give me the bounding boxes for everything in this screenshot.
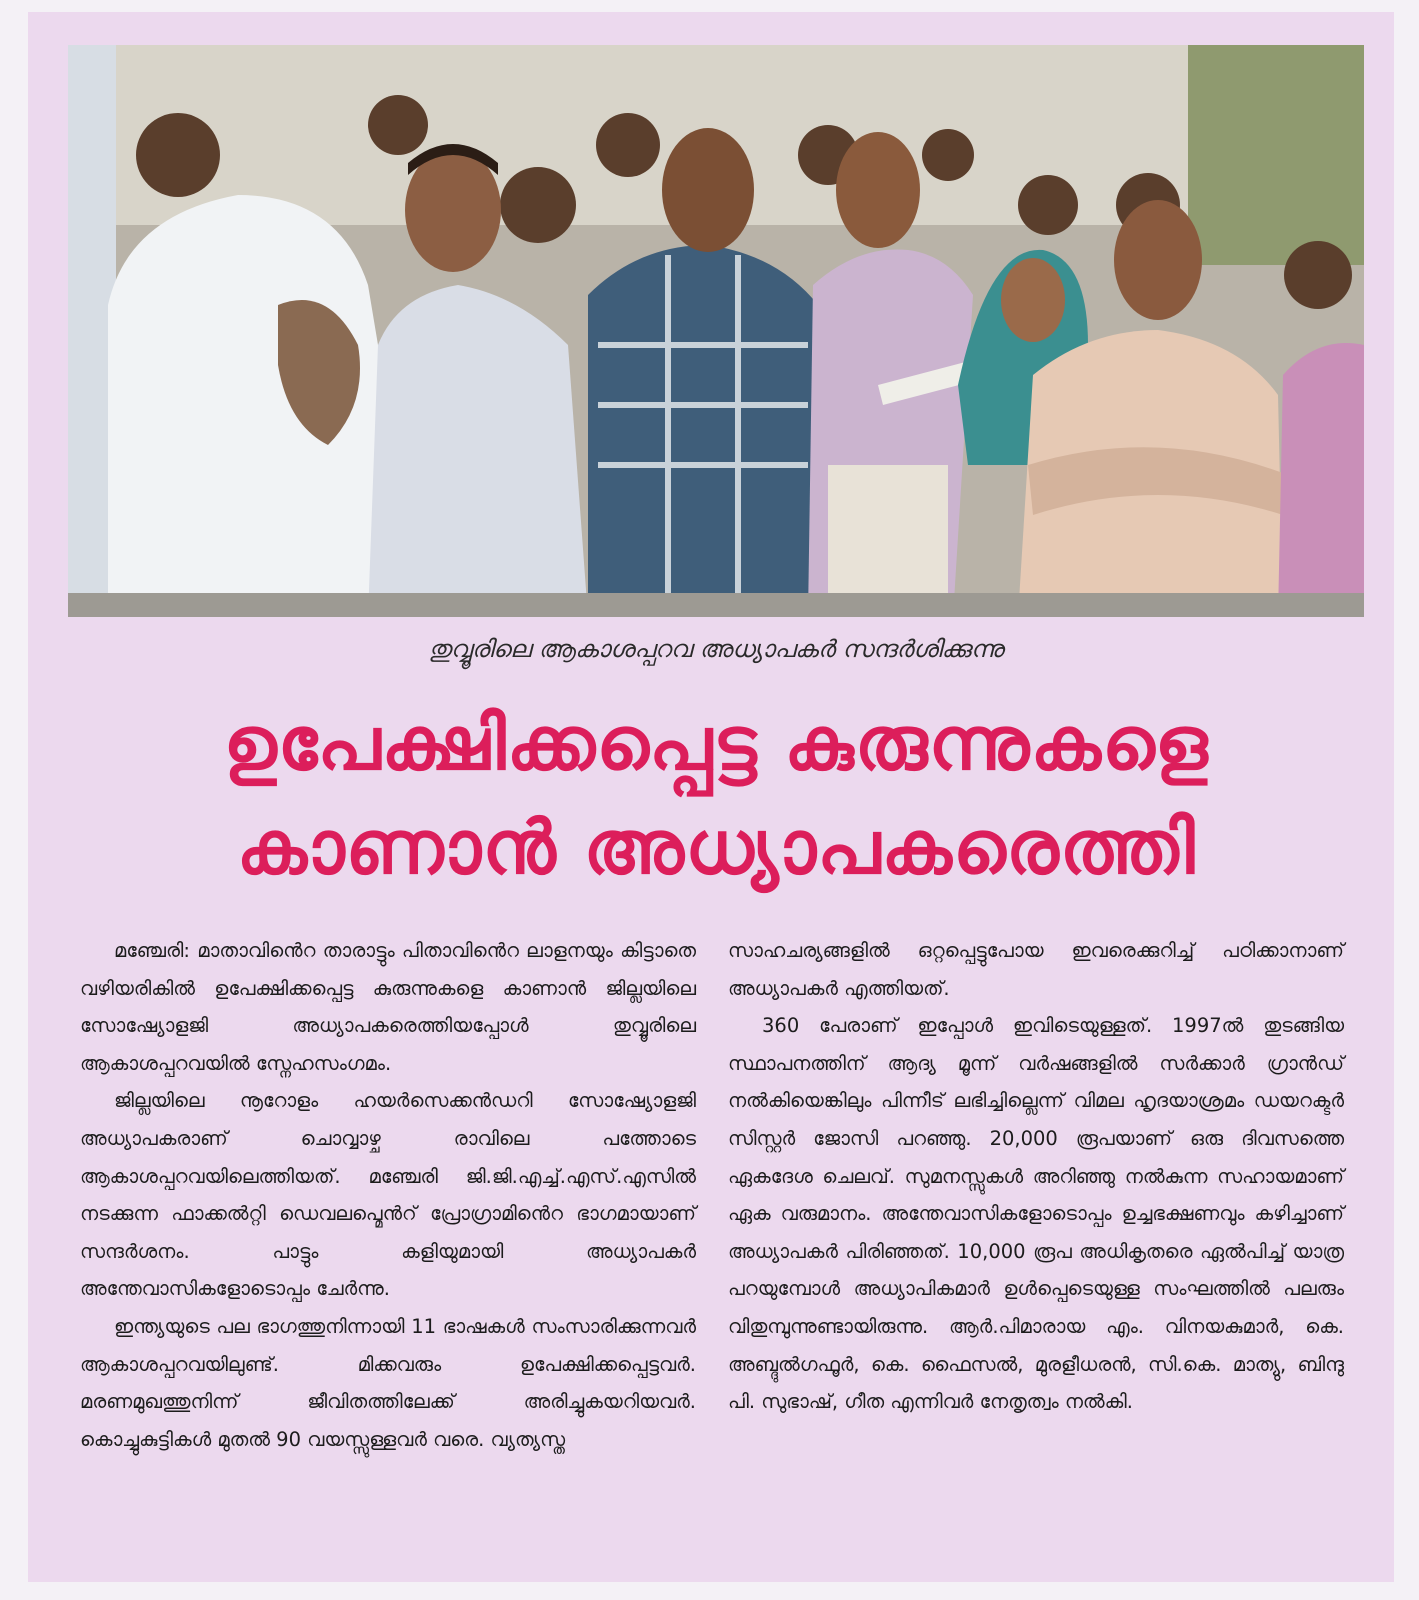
article-column-right: [728, 932, 1344, 1421]
paragraph: 360 പേരാണ് ഇപ്പോൾ ഇവിടെയുള്ളത്. 1997ൽ തുടങ്ങിയ സ്ഥാപനത്തിന് ആദ്യ മൂന്ന് വർഷങ്ങളിൽ സർക്കാർ ഗ്രാൻഡ് നൽകിയെങ്കിലും പിന്നീട് ലഭിച്ചില്ലെന്ന് വിമല ഹൃദയാശ്രമം ഡയറക്ടർ സിസ്റ്റർ ജോസി പറഞ്ഞു. 20,000 രൂപയാണ് ഒരു ദിവസത്തെ ഏകദേശ ചെലവ്. സുമനസ്സുകൾ അറിഞ്ഞു നൽകുന്ന സഹായമാണ് ഏക വരുമാനം. അന്തേവാസികളോടൊപ്പം ഉച്ചഭക്ഷണവും കഴിച്ചാണ് അധ്യാപകർ പിരിഞ്ഞത്. 10,000 രൂപ അധികൃതരെ ഏൽപിച്ച് യാത്ര പറയുമ്പോൾ അധ്യാപികമാർ ഉൾപ്പെടെയുള്ള സംഘത്തിൽ പലരും വിതുമ്പുന്നുണ്ടായിരുന്നു. ആർ.പിമാരായ എം. വിനയകുമാർ, കെ. അബ്ദുൽഗഫൂർ, കെ. ഫൈസൽ, മുരളീധരൻ, സി.കെ. മാത്യു, ബിന്ദു പി. സുഭാഷ്, ഗീത എന്നിവർ നേതൃത്വം നൽകി.: [728, 1014, 1344, 1414]
newspaper-clipping: [28, 12, 1394, 1582]
paragraph: സാഹചര്യങ്ങളിൽ ഒറ്റപ്പെട്ടുപോയ ഇവരെക്കുറിച്ച് പഠിക്കാനാണ് അധ്യാപകർ എത്തിയത്.: [728, 939, 1344, 1000]
headline-line-2: കാണാൻ അധ്യാപകരെത്തി: [236, 805, 1196, 891]
news-photo: [68, 45, 1364, 617]
photo-of-teachers-visiting-icon: [68, 45, 1364, 617]
paragraph: മഞ്ചേരി: മാതാവിൻെറ താരാട്ടും പിതാവിൻെറ ലാളനയും കിട്ടാതെ വഴിയരികിൽ ഉപേക്ഷിക്കപ്പെട്ട കുരുന്നുകളെ കാണാൻ ജില്ലയിലെ സോഷ്യോളജി അധ്യാപകരെത്തിയപ്പോൾ തുവ്വൂരിലെ ആകാശപ്പറവയിൽ സ്നേഹസംഗമം.: [80, 939, 696, 1075]
paragraph: ഇന്ത്യയുടെ പല ഭാഗത്തുനിന്നായി 11 ഭാഷകൾ സംസാരിക്കുന്നവർ ആകാശപ്പറവയിലുണ്ട്. മിക്കവരും ഉപേക്ഷിക്കപ്പെട്ടവർ. മരണമുഖത്തുനിന്ന് ജീവിതത്തിലേക്ക് അരിച്ചുകയറിയവർ. കൊച്ചുകുട്ടികൾ മുതൽ 90 വയസ്സുള്ളവർ വരെ. വ്യത്യസ്ത: [80, 1314, 696, 1451]
article-column-left: [80, 932, 696, 1458]
headline-line-1: ഉപേക്ഷിക്കപ്പെട്ട കുരുന്നുകളെ: [223, 701, 1209, 787]
paragraph: ജില്ലയിലെ നൂറോളം ഹയർസെക്കൻഡറി സോഷ്യോളജി അധ്യാപകരാണ് ചൊവ്വാഴ്ച രാവിലെ പത്തോടെ ആകാശപ്പറവയിലെത്തിയത്. മഞ്ചേരി ജി.ജി.എച്ച്.എസ്.എസിൽ നടക്കുന്ന ഫാക്കൽറ്റി ഡെവലപ്മെൻറ് പ്രോഗ്രാമിൻെറ ഭാഗമായാണ് സന്ദർശനം. പാട്ടും കളിയുമായി അധ്യാപകർ അന്തേവാസികളോടൊപ്പം ചേർന്നു.: [80, 1089, 696, 1301]
photo-caption: തുവ്വൂരിലെ ആകാശപ്പറവ അധ്യാപകർ സന്ദർശിക്കുന്നു: [428, 635, 1004, 663]
